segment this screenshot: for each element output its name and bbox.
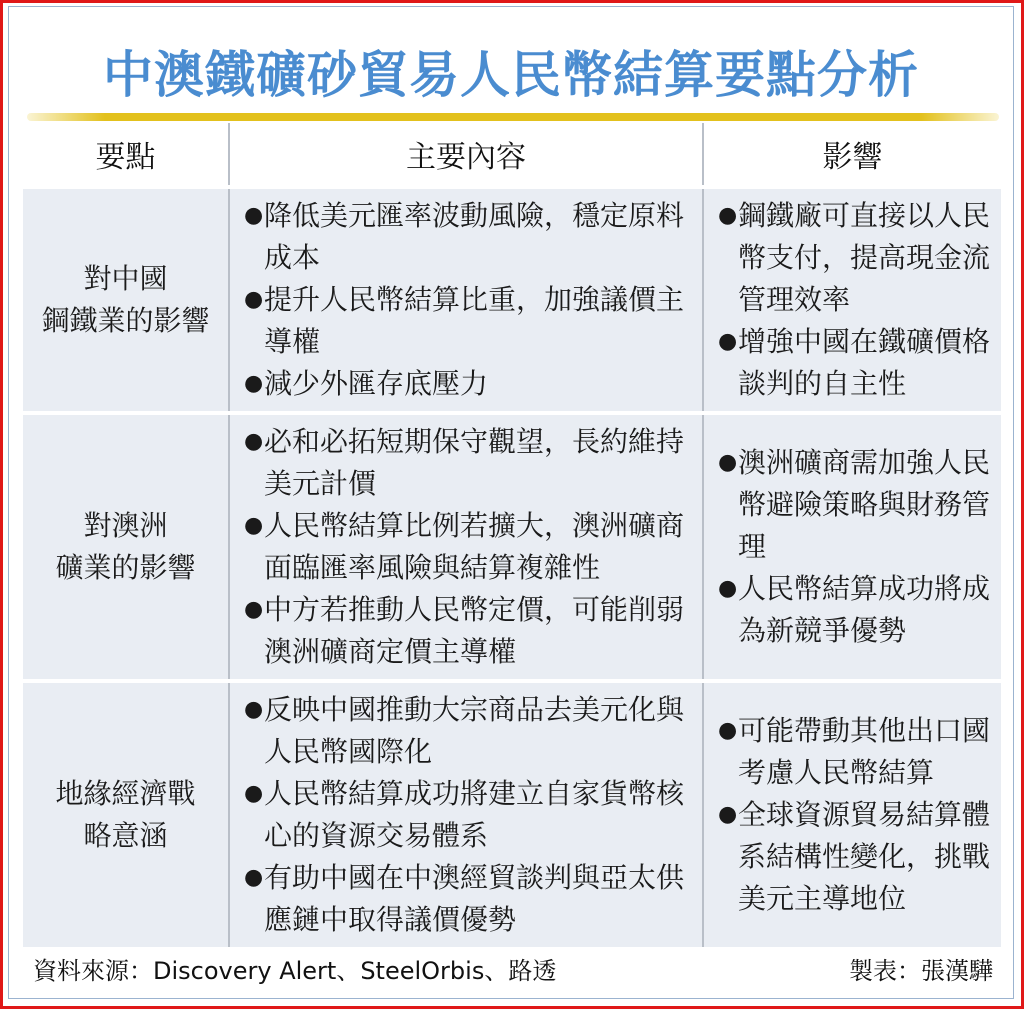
table-row xyxy=(23,681,1001,947)
bullet-icon: ● xyxy=(244,371,264,396)
list-item xyxy=(244,857,692,941)
list-item xyxy=(244,589,692,673)
bullet-icon: ● xyxy=(244,513,264,538)
key-line: 對澳洲 xyxy=(83,509,168,542)
row-impact xyxy=(703,187,1001,413)
item-text: 必和必拓短期保守觀望，長約維持美元計價 xyxy=(264,425,685,500)
bullet-icon: ● xyxy=(244,865,264,890)
table-header-row xyxy=(23,123,1001,187)
row-impact xyxy=(703,681,1001,947)
item-text: 有助中國在中澳經貿談判與亞太供應鏈中取得議價優勢 xyxy=(264,861,685,936)
page-title: 中澳鐵礦砂貿易人民幣結算要點分析 xyxy=(103,46,919,104)
analysis-table xyxy=(23,123,1001,947)
list-item xyxy=(244,363,692,405)
key-line: 略意涵 xyxy=(83,819,168,852)
infographic xyxy=(8,6,1014,999)
list-item xyxy=(718,321,991,405)
header-content: 主要內容 xyxy=(229,123,703,187)
title-divider xyxy=(27,113,999,121)
row-key xyxy=(23,413,229,681)
list-item xyxy=(244,773,692,857)
item-text: 澳洲礦商需加強人民幣避險策略與財務管理 xyxy=(738,446,991,563)
bullet-icon: ● xyxy=(718,329,738,354)
item-text: 增強中國在鐵礦價格談判的自主性 xyxy=(738,325,991,400)
list-item xyxy=(718,710,991,794)
list-item xyxy=(244,421,692,505)
bullet-icon: ● xyxy=(718,450,738,475)
bullet-icon: ● xyxy=(718,576,738,601)
credit-note: 製表：張漢驊 xyxy=(849,957,993,985)
item-text: 全球資源貿易結算體系結構性變化，挑戰美元主導地位 xyxy=(738,798,991,915)
list-item xyxy=(244,505,692,589)
list-item xyxy=(244,279,692,363)
list-item xyxy=(718,195,991,321)
row-impact xyxy=(703,413,1001,681)
item-text: 人民幣結算比例若擴大，澳洲礦商面臨匯率風險與結算複雜性 xyxy=(264,509,685,584)
key-line: 地緣經濟戰 xyxy=(55,777,196,810)
source-note: 資料來源：Discovery Alert、SteelOrbis、路透 xyxy=(33,957,557,985)
row-key xyxy=(23,187,229,413)
table-row xyxy=(23,187,1001,413)
list-item xyxy=(718,794,991,920)
row-content xyxy=(229,187,703,413)
bullet-icon: ● xyxy=(244,287,264,312)
list-item xyxy=(244,689,692,773)
bullet-icon: ● xyxy=(244,781,264,806)
item-text: 中方若推動人民幣定價，可能削弱澳洲礦商定價主導權 xyxy=(264,593,685,668)
bullet-icon: ● xyxy=(718,718,738,743)
item-text: 反映中國推動大宗商品去美元化與人民幣國際化 xyxy=(264,693,685,768)
key-line: 礦業的影響 xyxy=(55,551,196,584)
item-text: 鋼鐵廠可直接以人民幣支付，提高現金流管理效率 xyxy=(738,199,991,316)
item-text: 人民幣結算成功將建立自家貨幣核心的資源交易體系 xyxy=(264,777,685,852)
bullet-icon: ● xyxy=(244,429,264,454)
row-key xyxy=(23,681,229,947)
list-item xyxy=(718,442,991,568)
list-item xyxy=(244,195,692,279)
bullet-icon: ● xyxy=(244,597,264,622)
item-text: 可能帶動其他出口國考慮人民幣結算 xyxy=(738,714,991,789)
key-line: 對中國 xyxy=(83,262,168,295)
header-key: 要點 xyxy=(23,123,229,187)
item-text: 降低美元匯率波動風險，穩定原料成本 xyxy=(264,199,685,274)
bullet-icon: ● xyxy=(718,203,738,228)
table-row xyxy=(23,413,1001,681)
bullet-icon: ● xyxy=(244,203,264,228)
row-content xyxy=(229,413,703,681)
row-content xyxy=(229,681,703,947)
list-item xyxy=(718,568,991,652)
key-line: 鋼鐵業的影響 xyxy=(41,304,210,337)
item-text: 減少外匯存底壓力 xyxy=(264,367,489,400)
item-text: 提升人民幣結算比重，加強議價主導權 xyxy=(264,283,685,358)
bullet-icon: ● xyxy=(244,697,264,722)
bullet-icon: ● xyxy=(718,802,738,827)
item-text: 人民幣結算成功將成為新競爭優勢 xyxy=(738,572,991,647)
header-impact: 影響 xyxy=(703,123,1001,187)
